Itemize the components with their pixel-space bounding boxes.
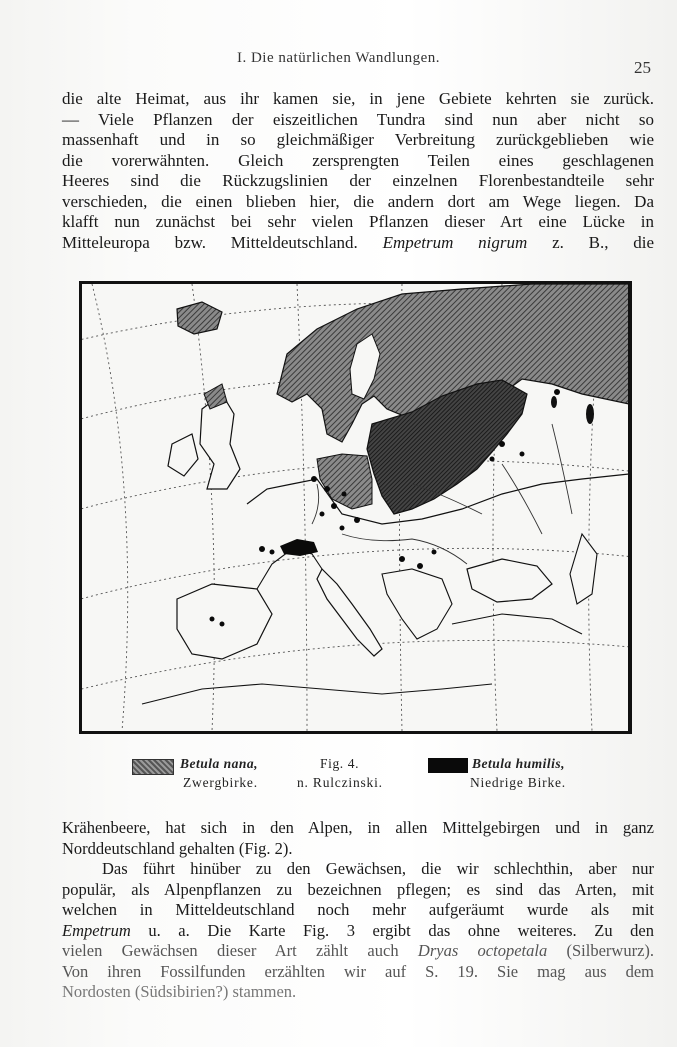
text-line: Das führt hinüber zu den Gewächsen, die wir schlechthin, aber nur <box>102 859 654 878</box>
species-name: Empetrum nigrum <box>382 232 528 252</box>
text-line: verschieden, die einen blieben hier, die andern dort am Wege liegen. Da <box>62 191 654 211</box>
text-line: welchen in Mitteldeutschland noch mehr aufgeräumt wurde als mit <box>62 900 654 919</box>
text-line: Mitteleuropa bzw. Mitteldeutschland. Empetrum nigrum z. B., die <box>62 232 654 252</box>
legend-species-betula-humilis: Betula humilis, <box>472 756 566 771</box>
legend-swatch-betula-nana <box>132 759 174 775</box>
figure-label: Fig. 4. <box>320 756 360 771</box>
bottom-paragraph <box>62 818 654 1003</box>
legend-common-name-zwergbirke: Zwergbirke. <box>183 775 258 790</box>
species-name: Dryas octopetala <box>417 941 548 960</box>
text-line: vielen Gewächsen dieser Art zählt auch Dryas octopetala (Silberwurz). <box>62 941 655 960</box>
text-line: massenhaft und in so gleichmäßiger Verbreitung zurückgeblieben wie <box>62 130 654 149</box>
text-line: Nordosten (Südsibirien?) stammen. <box>62 982 297 1001</box>
text-line: Empetrum u. a. Die Karte Fig. 3 ergibt das ohne weiteres. Zu den <box>62 920 654 940</box>
europe-map-drawing <box>82 284 629 731</box>
top-paragraph <box>62 89 654 253</box>
distribution-map <box>79 281 632 734</box>
species-name: Empetrum <box>62 920 131 940</box>
legend-common-name-niedrige-birke: Niedrige Birke. <box>470 775 566 790</box>
text-line: Krähenbeere, hat sich in den Alpen, in allen Mittelgebirgen und in ganz <box>62 818 654 837</box>
text-line: populär, als Alpenpflanzen zu bezeichnen pflegen; es sind das Arten, mit <box>62 879 654 899</box>
text-line: klafft nun zunächst bei sehr vielen Pflanzen dieser Art eine Lücke in <box>62 212 654 231</box>
text-line: — Viele Pflanzen der eiszeitlichen Tundra sind nun aber nicht so <box>62 109 654 129</box>
running-head: I. Die natürlichen Wandlungen. <box>236 50 441 66</box>
page-number: 25 <box>634 58 651 77</box>
text-line: Norddeutschland gehalten (Fig. 2). <box>62 838 293 858</box>
text-line: die alte Heimat, aus ihr kamen sie, in jene Gebiete kehrten sie zurück. <box>62 89 654 108</box>
legend-species-betula-nana: Betula nana, <box>180 756 259 771</box>
legend-swatch-betula-humilis <box>428 758 468 773</box>
figure-legend <box>0 755 677 795</box>
text-line: Von ihren Fossilfunden erzählten wir auf S. 19. Sie mag aus dem <box>62 961 654 981</box>
text-line: Heeres sind die Rückzugslinien der einzelnen Florenbestandteile sehr <box>62 171 654 190</box>
figure-author: n. Rulczinski. <box>297 775 383 790</box>
text-line: die vorerwähnten. Gleich zersprengten Teilen eines geschlagenen <box>62 150 654 170</box>
